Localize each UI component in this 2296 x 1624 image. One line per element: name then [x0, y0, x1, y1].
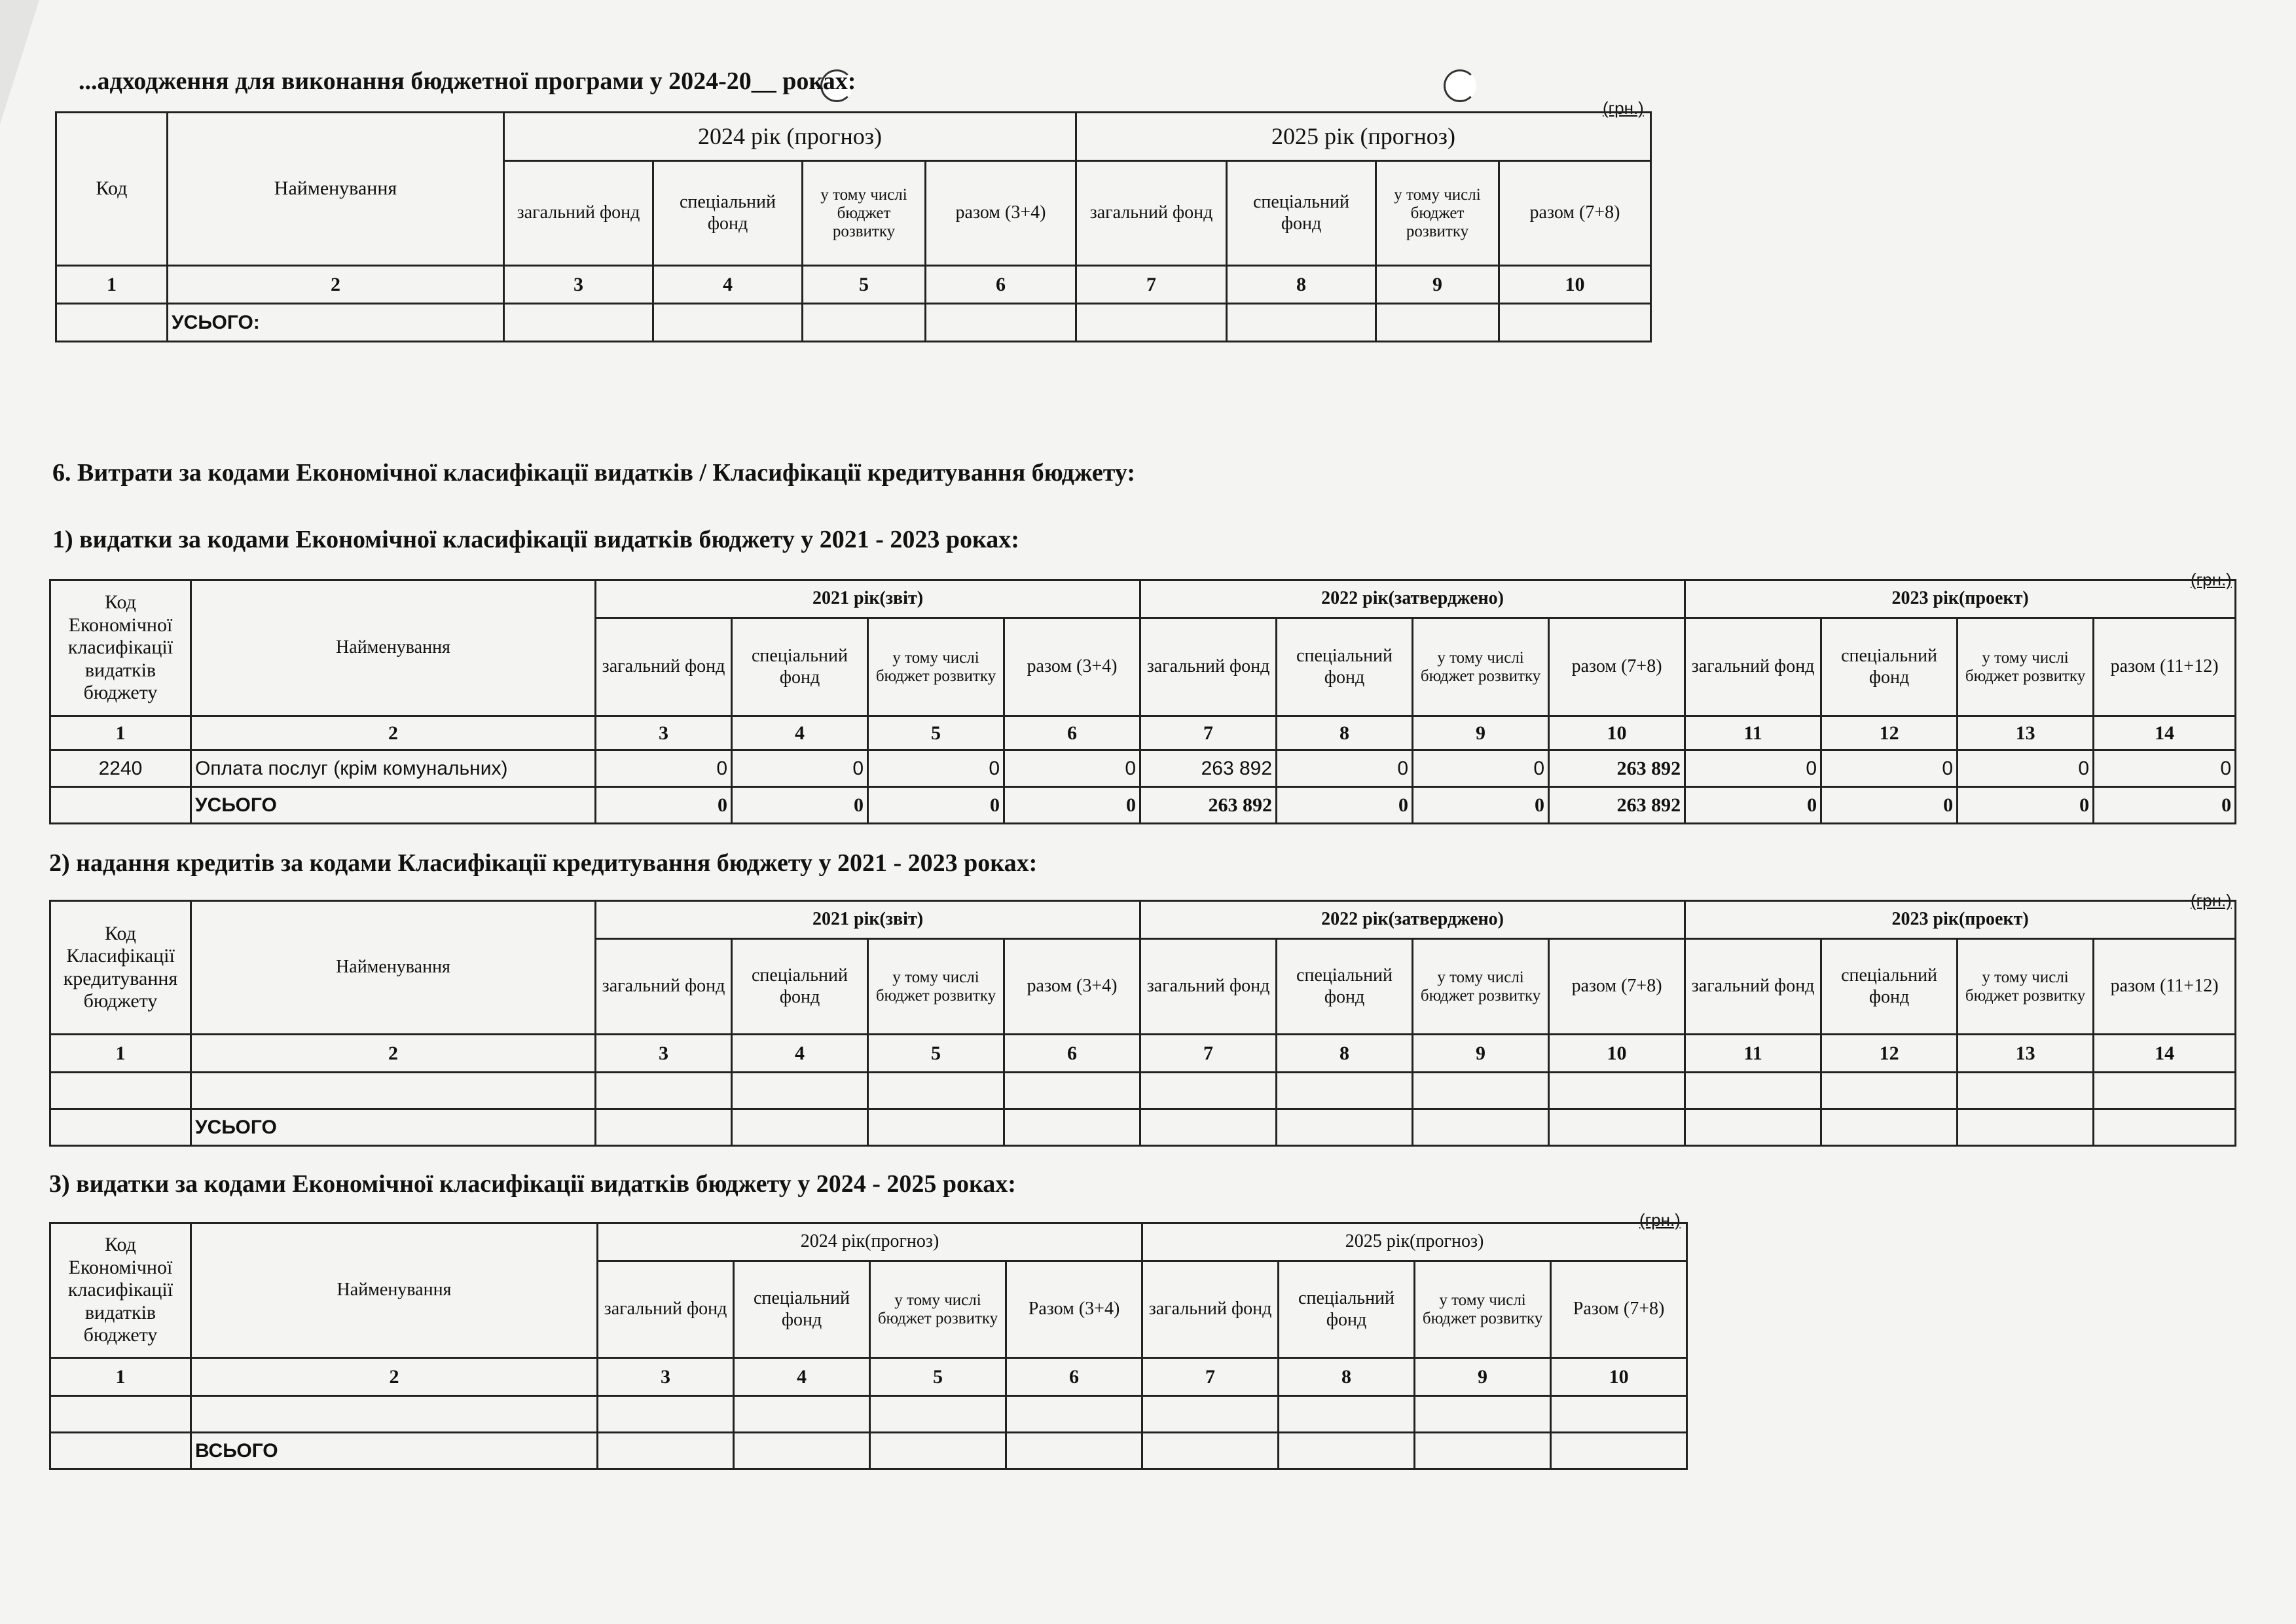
column-number: 3 — [596, 1035, 732, 1073]
column-number: 3 — [598, 1358, 734, 1396]
t3-unit: (грн.) — [1639, 1210, 1681, 1230]
subheader: разом (7+8) — [1549, 939, 1685, 1035]
cell-value: 0 — [1004, 750, 1140, 787]
total-value: 0 — [1821, 787, 1958, 824]
column-number: 6 — [1006, 1358, 1142, 1396]
subheader: спеціальний фонд — [734, 1261, 870, 1358]
subheader: Разом (7+8) — [1551, 1261, 1687, 1358]
column-number: 10 — [1551, 1358, 1687, 1396]
column-number: 5 — [868, 1035, 1004, 1073]
column-number: 9 — [1376, 266, 1499, 304]
column-number: 13 — [1958, 716, 2094, 750]
subheader: разом (3+4) — [1004, 618, 1140, 716]
column-number: 5 — [803, 266, 926, 304]
year-2025-header: 2025 рік (прогноз) — [1076, 113, 1651, 161]
column-number: 7 — [1140, 1035, 1277, 1073]
subheader: у тому числі бюджет розвитку — [1958, 939, 2094, 1035]
column-number: 7 — [1076, 266, 1227, 304]
column-number: 11 — [1685, 1035, 1821, 1073]
cell-value: 263 892 — [1140, 750, 1277, 787]
subheader: разом (11+12) — [2094, 939, 2236, 1035]
expenditures-2021-2023-table — [49, 579, 2236, 824]
subheader: у тому числі бюджет розвитку — [868, 618, 1004, 716]
cell-value: 263 892 — [1549, 750, 1685, 787]
column-number: 4 — [732, 1035, 868, 1073]
total-value: 263 892 — [1549, 787, 1685, 824]
year-2022-header: 2022 рік(затверджено) — [1140, 901, 1685, 939]
total-value: 0 — [596, 787, 732, 824]
econ-code: 2240 — [50, 750, 191, 787]
subheader: спеціальний фонд — [1277, 618, 1413, 716]
subheader: у тому числі бюджет розвитку — [1413, 939, 1549, 1035]
subheader: у тому числі бюджет розвитку — [1415, 1261, 1551, 1358]
column-number: 7 — [1142, 1358, 1279, 1396]
column-number: 6 — [1004, 716, 1140, 750]
column-number: 1 — [56, 266, 168, 304]
expenditures-2021-2023-heading: 1) видатки за кодами Економічної класифікації видатків бюджету у 2021 - 2023 роках: — [52, 526, 1019, 553]
column-number: 4 — [732, 716, 868, 750]
cell-value: 0 — [1821, 750, 1958, 787]
subheader: у тому числі бюджет розвитку — [1376, 161, 1499, 266]
subheader: загальний фонд — [1685, 618, 1821, 716]
subheader: у тому числі бюджет розвитку — [868, 939, 1004, 1035]
col-name-header: Найменування — [168, 113, 504, 266]
subheader: у тому числі бюджет розвитку — [1413, 618, 1549, 716]
column-number: 1 — [50, 1035, 191, 1073]
column-number: 9 — [1413, 716, 1549, 750]
total-row — [50, 1109, 2236, 1146]
subheader: разом (11+12) — [2094, 618, 2236, 716]
subheader: спеціальний фонд — [1821, 939, 1958, 1035]
subheader: спеціальний фонд — [1227, 161, 1376, 266]
section-6-heading: 6. Витрати за кодами Економічної класифікації видатків / Класифікації кредитування бюджету: — [52, 459, 1136, 487]
total-value: 0 — [2094, 787, 2236, 824]
column-number: 12 — [1821, 1035, 1958, 1073]
expenditures-2024-2025-heading: 3) видатки за кодами Економічної класифікації видатків бюджету у 2024 - 2025 роках: — [49, 1170, 1016, 1198]
expense-name: Оплата послуг (крім комунальних) — [191, 750, 596, 787]
year-2024-header: 2024 рік(прогноз) — [598, 1223, 1142, 1261]
subheader: загальний фонд — [596, 939, 732, 1035]
year-2023-header: 2023 рік(проект) — [1685, 901, 2236, 939]
total-value: 0 — [1685, 787, 1821, 824]
column-number: 5 — [868, 716, 1004, 750]
credits-heading: 2) надання кредитів за кодами Класифікації кредитування бюджету у 2021 - 2023 роках: — [49, 849, 1038, 877]
year-2022-header: 2022 рік(затверджено) — [1140, 580, 1685, 618]
year-2021-header: 2021 рік(звіт) — [596, 901, 1140, 939]
cell-value: 0 — [1413, 750, 1549, 787]
col-code-header: Код — [56, 113, 168, 266]
cell-value: 0 — [1685, 750, 1821, 787]
total-value: 0 — [1958, 787, 2094, 824]
subheader: загальний фонд — [504, 161, 653, 266]
cell-value: 0 — [2094, 750, 2236, 787]
subheader: загальний фонд — [1685, 939, 1821, 1035]
column-number: 4 — [653, 266, 803, 304]
cell-value: 0 — [1277, 750, 1413, 787]
column-number: 11 — [1685, 716, 1821, 750]
total-value: 0 — [732, 787, 868, 824]
total-value: 0 — [1277, 787, 1413, 824]
total-value: 0 — [1413, 787, 1549, 824]
total-label: УСЬОГО — [191, 1109, 596, 1146]
subheader: у тому числі бюджет розвитку — [870, 1261, 1006, 1358]
column-number: 1 — [50, 716, 191, 750]
credits-table — [49, 900, 2236, 1147]
column-number: 9 — [1413, 1035, 1549, 1073]
column-number: 10 — [1549, 1035, 1685, 1073]
column-number: 3 — [504, 266, 653, 304]
subheader: загальний фонд — [598, 1261, 734, 1358]
subheader: загальний фонд — [596, 618, 732, 716]
col-code-header: Код Економічної класифікації видатків бюджету — [50, 580, 191, 716]
col-code-header: Код Економічної класифікації видатків бюджету — [50, 1223, 191, 1358]
total-label: УСЬОГО — [191, 787, 596, 824]
column-number: 6 — [926, 266, 1076, 304]
subheader: разом (7+8) — [1499, 161, 1651, 266]
column-number: 10 — [1499, 266, 1651, 304]
col-name-header: Найменування — [191, 1223, 598, 1358]
column-number: 9 — [1415, 1358, 1551, 1396]
column-number: 1 — [50, 1358, 191, 1396]
total-row — [50, 787, 2236, 824]
cell-value: 0 — [868, 750, 1004, 787]
revenues-heading: ...адходження для виконання бюджетної програми у 2024-20__ роках: — [79, 67, 856, 95]
total-label: ВСЬОГО — [191, 1433, 598, 1469]
subheader: разом (3+4) — [926, 161, 1076, 266]
table-row — [50, 1396, 1687, 1433]
total-label: УСЬОГО: — [168, 304, 504, 342]
table-row — [50, 750, 2236, 787]
year-2023-header: 2023 рік(проект) — [1685, 580, 2236, 618]
year-2025-header: 2025 рік(прогноз) — [1142, 1223, 1687, 1261]
subheader: спеціальний фонд — [1277, 939, 1413, 1035]
subheader: загальний фонд — [1142, 1261, 1279, 1358]
column-number: 6 — [1004, 1035, 1140, 1073]
subheader: загальний фонд — [1140, 618, 1277, 716]
total-value: 263 892 — [1140, 787, 1277, 824]
t1-unit: (грн.) — [2191, 570, 2232, 589]
column-number: 12 — [1821, 716, 1958, 750]
col-name-header: Найменування — [191, 901, 596, 1035]
subheader: у тому числі бюджет розвитку — [1958, 618, 2094, 716]
subheader: загальний фонд — [1140, 939, 1277, 1035]
revenues-table — [55, 111, 1652, 342]
cell-value: 0 — [596, 750, 732, 787]
cell-value: 0 — [1958, 750, 2094, 787]
revenues-unit: (грн.) — [1603, 98, 1644, 118]
column-number: 7 — [1140, 716, 1277, 750]
year-2021-header: 2021 рік(звіт) — [596, 580, 1140, 618]
col-code-header: Код Класифікації кредитування бюджету — [50, 901, 191, 1035]
column-number: 3 — [596, 716, 732, 750]
subheader: спеціальний фонд — [1279, 1261, 1415, 1358]
column-number: 14 — [2094, 1035, 2236, 1073]
column-number: 2 — [168, 266, 504, 304]
subheader: разом (7+8) — [1549, 618, 1685, 716]
subheader: разом (3+4) — [1004, 939, 1140, 1035]
total-row — [50, 1433, 1687, 1469]
punch-hole-right — [1444, 69, 1476, 102]
column-number: 2 — [191, 1358, 598, 1396]
expenditures-2024-2025-table — [49, 1222, 1688, 1470]
column-number: 5 — [870, 1358, 1006, 1396]
subheader: загальний фонд — [1076, 161, 1227, 266]
column-number: 8 — [1277, 1035, 1413, 1073]
column-number: 2 — [191, 716, 596, 750]
column-number: 14 — [2094, 716, 2236, 750]
total-value: 0 — [1004, 787, 1140, 824]
t2-unit: (грн.) — [2191, 891, 2232, 910]
subheader: у тому числі бюджет розвитку — [803, 161, 926, 266]
table-row — [50, 1073, 2236, 1109]
subheader: спеціальний фонд — [653, 161, 803, 266]
column-number: 4 — [734, 1358, 870, 1396]
cell-value: 0 — [732, 750, 868, 787]
page-fold-corner — [0, 0, 39, 124]
subheader: Разом (3+4) — [1006, 1261, 1142, 1358]
column-number: 10 — [1549, 716, 1685, 750]
subheader: спеціальний фонд — [732, 618, 868, 716]
column-number: 13 — [1958, 1035, 2094, 1073]
column-number: 8 — [1277, 716, 1413, 750]
column-number: 2 — [191, 1035, 596, 1073]
column-number: 8 — [1279, 1358, 1415, 1396]
col-name-header: Найменування — [191, 580, 596, 716]
total-value: 0 — [868, 787, 1004, 824]
year-2024-header: 2024 рік (прогноз) — [504, 113, 1076, 161]
subheader: спеціальний фонд — [1821, 618, 1958, 716]
subheader: спеціальний фонд — [732, 939, 868, 1035]
column-number: 8 — [1227, 266, 1376, 304]
